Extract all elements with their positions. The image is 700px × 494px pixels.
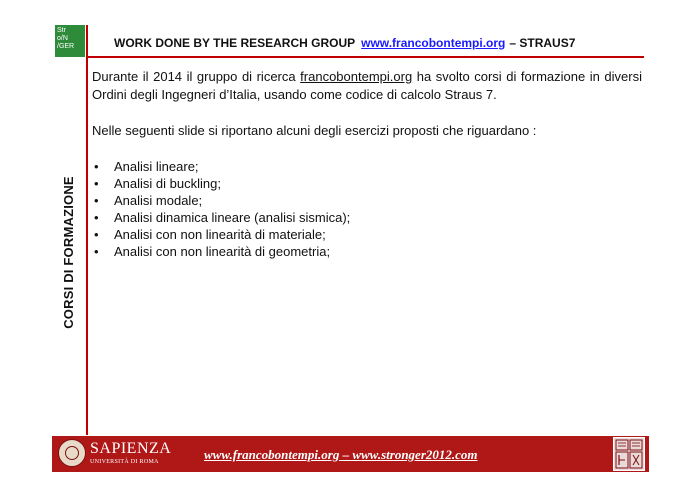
side-title-text: CORSI DI FORMAZIONE: [60, 175, 76, 329]
header-title: WORK DONE BY THE RESEARCH GROUP: [114, 36, 356, 50]
bullet-icon: •: [94, 244, 99, 259]
seal-inner-ring: [65, 446, 79, 460]
bullet-icon: •: [94, 159, 99, 174]
bullet-icon: •: [94, 176, 99, 191]
second-paragraph: Nelle seguenti slide si riportano alcuni degli esercizi proposti che riguardano :: [92, 123, 537, 138]
intro-site-link[interactable]: francobontempi.org: [300, 69, 413, 84]
university-subtitle: UNIVERSITÀ DI ROMA: [90, 459, 159, 465]
intro-text-start: Durante il 2014 il gruppo di ricerca: [92, 69, 301, 84]
horizontal-divider: [88, 56, 644, 58]
logo-line-3: /GER: [57, 43, 75, 50]
bullet-icon: •: [94, 227, 99, 242]
list-item: [92, 243, 642, 260]
list-item-text: Analisi lineare;: [114, 159, 199, 174]
list-item-text: Analisi modale;: [114, 193, 203, 208]
vertical-divider: [86, 25, 88, 435]
logo-line-2: o/N: [57, 35, 68, 42]
list-item-text: Analisi con non linearità di geometria;: [114, 244, 331, 259]
intro-paragraph: [92, 68, 642, 104]
list-item: [92, 158, 642, 175]
stronger-logo: [55, 25, 85, 57]
university-seal-icon: [58, 439, 86, 467]
footer-links[interactable]: www.francobontempi.org – www.stronger2012.com: [204, 447, 478, 462]
header-link[interactable]: www.francobontempi.org: [361, 36, 506, 50]
list-item-text: Analisi di buckling;: [114, 176, 221, 191]
university-name: SAPIENZA: [90, 440, 172, 457]
list-item: [92, 209, 642, 226]
topic-list: [92, 158, 642, 260]
logo-line-1: Str: [57, 27, 66, 34]
list-item: [92, 175, 642, 192]
list-item: [92, 192, 642, 209]
slide-header: [114, 36, 575, 50]
bullet-icon: •: [94, 210, 99, 225]
footer-bar: [52, 436, 649, 472]
side-title: [58, 168, 78, 336]
stronger-emblem-icon: [613, 437, 645, 471]
list-item-text: Analisi con non linearità di materiale;: [114, 227, 326, 242]
list-item-text: Analisi dinamica lineare (analisi sismica);: [114, 210, 351, 225]
bullet-icon: •: [94, 193, 99, 208]
list-item: [92, 226, 642, 243]
intro-text-end: ha svolto corsi di formazione in diversi Ordini degli Ingegneri d’Italia, usando come codice di calcolo Straus 7.: [92, 69, 643, 102]
slide-content: [92, 68, 642, 260]
header-suffix: – STRAUS7: [509, 36, 576, 50]
